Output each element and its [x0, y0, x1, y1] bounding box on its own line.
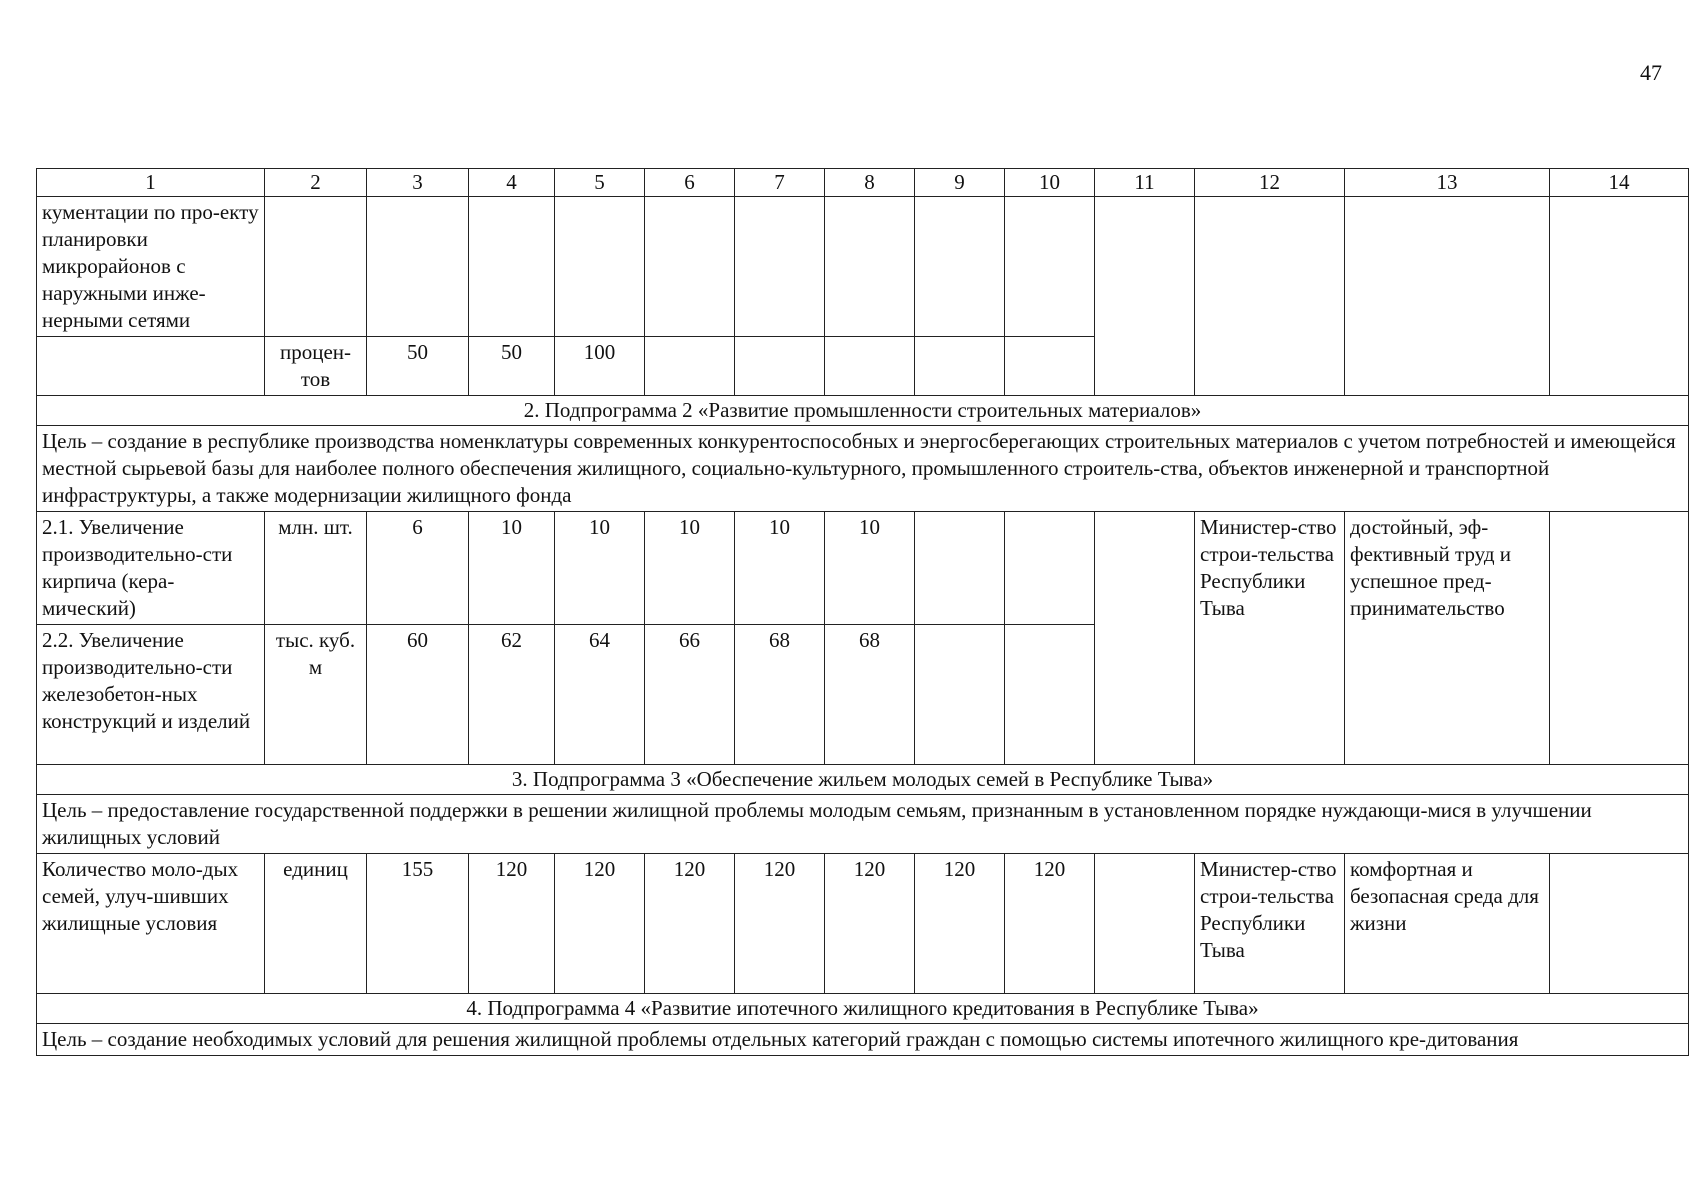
cell: [1550, 854, 1689, 994]
col-header-4: 4: [469, 169, 555, 197]
cell: [1195, 337, 1345, 396]
unit-cell: единиц: [265, 854, 367, 994]
indicator-name: 2.2. Увеличение производительно-сти железобетон-ных конструкций и изделий: [37, 625, 265, 765]
section-row: [37, 396, 1689, 426]
value-cell: 10: [825, 512, 915, 625]
responsible-cell: Министер-ство строи-тельства Республики Тыва: [1195, 854, 1345, 994]
indicator-name: Количество моло-дых семей, улуч-шивших жилищные условия: [37, 854, 265, 994]
table-row: [37, 197, 1689, 337]
value-cell: 6: [367, 512, 469, 625]
col-header-6: 6: [645, 169, 735, 197]
value-cell: 120: [915, 854, 1005, 994]
goal-cell: достойный, эф-фективный труд и успешное пред-принимательство: [1345, 512, 1550, 765]
value-cell: 120: [469, 854, 555, 994]
subprogram-3-goal: Цель – предоставление государственной поддержки в решении жилищной проблемы молодым семьям, признанным в установленном порядке нуждающи-мися в улучшении жилищных условий: [37, 795, 1689, 854]
col-header-3: 3: [367, 169, 469, 197]
cell: [1095, 197, 1195, 337]
col-header-8: 8: [825, 169, 915, 197]
col-header-5: 5: [555, 169, 645, 197]
value-cell: 62: [469, 625, 555, 765]
goal-row: [37, 795, 1689, 854]
cell: [37, 337, 265, 396]
indicator-name: 2.1. Увеличение производительно-сти кирпича (кера-мический): [37, 512, 265, 625]
col-header-1: 1: [37, 169, 265, 197]
unit-cell: процен-тов: [265, 337, 367, 396]
header-row: [37, 169, 1689, 197]
cell: [1550, 197, 1689, 337]
value-cell: 155: [367, 854, 469, 994]
subprogram-2-goal: Цель – создание в республике производства номенклатуры современных конкурентоспособных и энергосберегающих строительных материалов с учетом потребностей и имеющейся местной сырьевой базы для наиболее полного обеспечения жилищного, социально-культурного, промышленного строитель-ства, объектов инженерной и транспортной инфраструктуры, а также модернизации жилищного фонда: [37, 426, 1689, 512]
table-row: [37, 854, 1689, 994]
cell: [367, 197, 469, 337]
cell: [1345, 337, 1550, 396]
value-cell: 64: [555, 625, 645, 765]
section-row: [37, 765, 1689, 795]
cell: [825, 337, 915, 396]
indicator-name: кументации по про-екту планировки микрорайонов с наружными инже-нерными сетями: [37, 197, 265, 337]
page-number: 47: [1640, 60, 1662, 85]
cell: [1345, 197, 1550, 337]
table-row: [37, 337, 1689, 396]
value-cell: 10: [469, 512, 555, 625]
cell: [1005, 512, 1095, 625]
goal-row: [37, 1024, 1689, 1056]
cell: [1095, 512, 1195, 765]
value-cell: 120: [825, 854, 915, 994]
cell: [825, 197, 915, 337]
value-cell: 100: [555, 337, 645, 396]
cell: [915, 337, 1005, 396]
responsible-cell: Министер-ство строи-тельства Республики Тыва: [1195, 512, 1345, 765]
cell: [915, 512, 1005, 625]
value-cell: 120: [645, 854, 735, 994]
cell: [735, 337, 825, 396]
col-header-11: 11: [1095, 169, 1195, 197]
cell: [469, 197, 555, 337]
col-header-10: 10: [1005, 169, 1095, 197]
value-cell: 10: [735, 512, 825, 625]
cell: [735, 197, 825, 337]
col-header-12: 12: [1195, 169, 1345, 197]
value-cell: 68: [735, 625, 825, 765]
value-cell: 50: [367, 337, 469, 396]
goal-row: [37, 426, 1689, 512]
goal-cell: комфортная и безопасная среда для жизни: [1345, 854, 1550, 994]
cell: [1095, 854, 1195, 994]
cell: [1005, 337, 1095, 396]
cell: [1005, 197, 1095, 337]
cell: [915, 625, 1005, 765]
subprogram-4-title: 4. Подпрограмма 4 «Развитие ипотечного жилищного кредитования в Республике Тыва»: [37, 994, 1689, 1024]
subprogram-2-title: 2. Подпрограмма 2 «Развитие промышленности строительных материалов»: [37, 396, 1689, 426]
cell: [645, 197, 735, 337]
cell: [1550, 512, 1689, 765]
col-header-9: 9: [915, 169, 1005, 197]
cell: [1005, 625, 1095, 765]
table-row: [37, 512, 1689, 625]
value-cell: 10: [555, 512, 645, 625]
value-cell: 68: [825, 625, 915, 765]
value-cell: 50: [469, 337, 555, 396]
value-cell: 120: [1005, 854, 1095, 994]
unit-cell: млн. шт.: [265, 512, 367, 625]
section-row: [37, 994, 1689, 1024]
cell: [1550, 337, 1689, 396]
cell: [1095, 337, 1195, 396]
value-cell: 66: [645, 625, 735, 765]
indicators-table: [36, 168, 1689, 1056]
subprogram-3-title: 3. Подпрограмма 3 «Обеспечение жильем молодых семей в Республике Тыва»: [37, 765, 1689, 795]
cell: [265, 197, 367, 337]
cell: [645, 337, 735, 396]
cell: [555, 197, 645, 337]
subprogram-4-goal: Цель – создание необходимых условий для решения жилищной проблемы отдельных категорий граждан с помощью системы ипотечного жилищного кре-дитования: [37, 1024, 1689, 1056]
value-cell: 10: [645, 512, 735, 625]
unit-cell: тыс. куб. м: [265, 625, 367, 765]
value-cell: 120: [555, 854, 645, 994]
col-header-7: 7: [735, 169, 825, 197]
col-header-2: 2: [265, 169, 367, 197]
col-header-14: 14: [1550, 169, 1689, 197]
cell: [915, 197, 1005, 337]
col-header-13: 13: [1345, 169, 1550, 197]
value-cell: 120: [735, 854, 825, 994]
cell: [1195, 197, 1345, 337]
value-cell: 60: [367, 625, 469, 765]
